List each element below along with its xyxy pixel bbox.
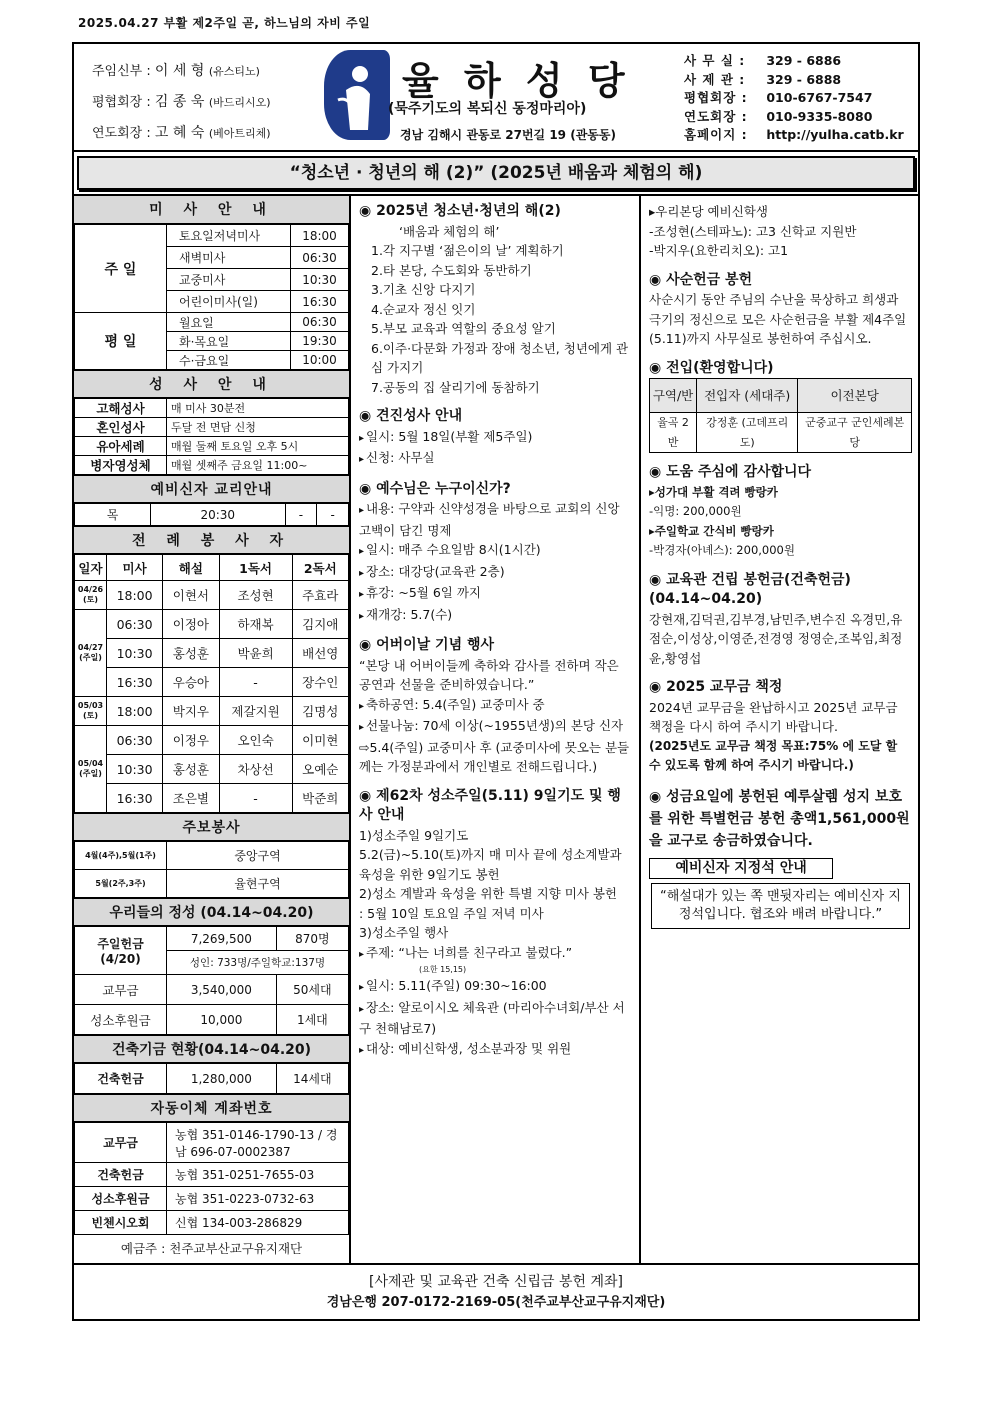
new-members-row: [650, 413, 912, 453]
catechumen-cell: -: [285, 504, 317, 526]
servers-header: 해설: [163, 555, 219, 581]
servers-cell: 박지우: [163, 697, 219, 726]
vocation-line: 2)성소 계발과 육성을 위한 특별 지향 미사 봉헌: [359, 886, 617, 901]
jerusalem-offering-text: ◉ 성금요일에 봉헌된 예루살렘 성지 보호를 위한 특별헌금 봉헌 총액1,561,000원을 교구로 송금하였습니다.: [649, 788, 910, 849]
sacrament-name: 고해성사: [75, 399, 167, 418]
servers-row: [75, 726, 349, 755]
servers-cell: 18:00: [107, 697, 163, 726]
mass-name: 화·목요일: [167, 332, 291, 351]
new-members-header-row: [650, 379, 912, 413]
sacrament-row: [75, 456, 349, 475]
bulletin-frame: [72, 42, 920, 1321]
contact-value: 329 - 6886: [762, 53, 842, 68]
offering-amount: 3,540,000: [167, 975, 277, 1005]
seminarian-line: ▸우리본당 예비신학생: [649, 204, 768, 219]
vocation-item: ▸ 주제: “나는 너희를 친구라고 불렀다.”: [359, 943, 631, 965]
bulletin-date: 2025.04.27 부활 제2주일 곧, 하느님의 자비 주일: [78, 16, 371, 30]
staff-name: 김 종 욱: [154, 94, 209, 110]
servers-row: [75, 581, 349, 610]
parents-day-note: ⇨5.4(주일) 교중미사 후 (교중미사에 못오는 분들께는 가정분과에서 개인별로 전해드립니다.): [359, 739, 630, 774]
who-is-jesus-item: ▸ 장소: 대강당(교육관 2층): [359, 562, 631, 584]
seminarian-line: -조성현(스테파노): 고3 신학교 지원반: [649, 223, 857, 239]
servers-date: 05/03 (토): [75, 697, 107, 726]
info-table: [649, 378, 912, 453]
section-youth-year-subtitle: ‘배움과 체험의 해’: [399, 223, 500, 239]
sunday-offering-breakdown: 성인: 733명/주일학교:137명: [167, 951, 349, 975]
servers-header: 미사: [107, 555, 163, 581]
sacrament-name: 유아세례: [75, 437, 167, 456]
who-is-jesus-item: ▸ 재개강: 5.7(수): [359, 605, 631, 627]
mass-row: [75, 225, 349, 247]
contact-row: [684, 71, 904, 90]
header-staff: [92, 56, 271, 149]
youth-year-item: 6.이주·다문화 가정과 장애 청소년, 청년에게 관심 가지기: [371, 340, 629, 375]
section-thanks-title: ◉ 도움 주심에 감사합니다: [649, 464, 812, 480]
dues-text: 2024년 교무금을 완납하시고 2025년 교무금 책정을 다시 하여 주시기 바랍니다.: [649, 699, 898, 734]
building-fund-row: [75, 1064, 349, 1094]
offering-count: 50세대: [276, 975, 348, 1005]
sunday-offering-label: 주일헌금 (4/20): [75, 927, 167, 975]
new-members-cell: 강정훈 (고데프리도): [697, 413, 798, 453]
account-number: 농협 351-0223-0732-63: [167, 1187, 349, 1211]
mass-time: 10:30: [291, 269, 349, 291]
contact-row: [684, 89, 904, 108]
church-name: 율 하 성 당: [402, 59, 631, 103]
parents-day-text: “본당 내 어버이들께 축하와 감사를 전하며 작은 공연과 선물을 준비하였습니다.”: [359, 657, 619, 692]
donation-account-footer: [74, 1263, 918, 1319]
contact-row: [684, 126, 904, 145]
servers-cell: 홍성훈: [163, 639, 219, 668]
servers-cell: 장수인: [292, 668, 348, 697]
thanks-line: ▸주일학교 간식비 빵랑카: [649, 523, 774, 538]
info-table: [74, 926, 349, 1035]
catechumen-cell: 20:30: [151, 504, 286, 526]
section-vocation-sunday-title: ◉ 제62차 성소주일(5.11) 9일기도 및 행사 안내: [359, 787, 621, 823]
servers-cell: 배선영: [292, 639, 348, 668]
auto-transfer-title: 자동이체 계좌번호: [74, 1094, 349, 1122]
sacrament-info: 매 미사 30분전: [167, 399, 349, 418]
mass-row: [75, 313, 349, 332]
bulletin-row: [75, 842, 349, 870]
offering-type: 교무금: [75, 975, 167, 1005]
offering-amount: 10,000: [167, 1005, 277, 1035]
footer-account: 경남은행 207-0172-2169-05(천주교부산교구유지재단): [326, 1295, 666, 1310]
servers-cell: 16:30: [107, 784, 163, 813]
staff-role: 평협회장 :: [92, 95, 155, 110]
seminarian-line: -박지우(요한리치오): 고1: [649, 243, 789, 258]
account-holder: 예금주 : 천주교부산교구유지재단: [120, 1241, 303, 1256]
account-number: 농협 351-0146-1790-13 / 경남 696-07-0002387: [167, 1123, 349, 1163]
servers-cell: 10:30: [107, 639, 163, 668]
contact-value: 010-6767-7547: [762, 90, 873, 105]
servers-row: [75, 697, 349, 726]
mass-time: 18:00: [291, 225, 349, 247]
liturgy-servers-title: 전 례 봉 사 자: [74, 526, 349, 554]
building-fund-amount: 1,280,000: [167, 1064, 277, 1094]
contact-label: 사 무 실 :: [684, 53, 746, 68]
servers-cell: 이정우: [163, 726, 219, 755]
new-members-header: 이전본당: [798, 379, 912, 413]
sacrament-row: [75, 437, 349, 456]
church-logo: [324, 50, 390, 140]
youth-year-item: 5.부모 교육과 역할의 중요성 알기: [371, 321, 556, 336]
sacrament-name: 혼인성사: [75, 418, 167, 437]
mass-name: 토요일저녁미사: [167, 225, 291, 247]
servers-cell: 차상선: [219, 755, 292, 784]
bulletin-district: 중앙구역: [167, 842, 349, 870]
contact-value: 010-9335-8080: [762, 108, 873, 124]
info-table: [74, 398, 349, 475]
youth-year-item: 4.순교자 정신 잇기: [371, 301, 476, 317]
sacrament-row: [75, 399, 349, 418]
bulletin-district: 율현구역: [167, 870, 349, 898]
section-lent-offering-title: ◉ 사순헌금 봉헌: [649, 271, 753, 288]
sacrament-info: 두달 전 면담 신청: [167, 418, 349, 437]
account-row: [75, 1123, 349, 1163]
info-table: [74, 224, 349, 370]
servers-cell: 조성현: [219, 581, 292, 610]
youth-year-item: 2.타 본당, 수도회와 동반하기: [371, 262, 532, 278]
church-block: [324, 50, 664, 146]
servers-date: 04/26 (토): [75, 581, 107, 610]
vocation-line: 5.2(금)~5.10(토)까지 매 미사 끝에 성소계발과 육성을 위한 9일기도 봉헌: [359, 847, 622, 882]
servers-cell: 제갈지원: [219, 697, 292, 726]
account-number: 농협 351-0251-7655-03: [167, 1163, 349, 1187]
account-number: 신협 134-003-286829: [167, 1211, 349, 1235]
thanks-line: -익명: 200,000원: [649, 504, 742, 518]
who-is-jesus-item: ▸ 내용: 구약과 신약성경을 바탕으로 교회의 신앙고백이 담긴 명제: [359, 499, 631, 540]
catechumen-cell: 목: [75, 504, 151, 526]
sacrament-row: [75, 418, 349, 437]
servers-header: 2독서: [292, 555, 348, 581]
servers-cell: 하재복: [219, 610, 292, 639]
contact-row: [684, 108, 904, 127]
section-dues-title: ◉ 2025 교무금 책정: [649, 679, 783, 695]
catechumen-seat-title: 예비신자 지정석 안내: [649, 858, 833, 880]
account-type: 빈첸시오회: [75, 1211, 167, 1235]
info-table: [74, 1063, 349, 1094]
servers-header: 일자: [75, 555, 107, 581]
bulletin-week: 5월(2주,3주): [75, 870, 167, 898]
main-body: [74, 194, 918, 1263]
account-type: 성소후원금: [75, 1187, 167, 1211]
servers-cell: 박준희: [292, 784, 348, 813]
dues-goal: (2025년도 교무금 책정 목표:75% 에 도달 할 수 있도록 함께 하여 주시기 바랍니다.): [649, 738, 898, 772]
contact-label: 사 제 관 :: [684, 71, 746, 87]
vocation-line: 1)성소주일 9일기도: [359, 827, 469, 843]
mass-name: 어린이미사(일): [167, 291, 291, 313]
church-subtitle: (묵주기도의 복되신 동정마리아): [388, 101, 587, 117]
servers-cell: 이미현: [292, 726, 348, 755]
servers-cell: 홍성훈: [163, 755, 219, 784]
new-members-header: 전입자 (세대주): [697, 379, 798, 413]
account-type: 교무금: [75, 1123, 167, 1163]
building-donors-list: 강현재,김덕권,김부경,남민주,변수진 옥경민,유점순,이성상,이영준,전경영 정영순,조복임,최정윤,황영섭: [649, 611, 903, 666]
vocation-line: 3)성소주일 행사: [359, 925, 449, 940]
servers-cell: 김지애: [292, 610, 348, 639]
sacrament-info: 매월 둘째 토요일 오후 5시: [167, 437, 349, 456]
mass-time: 06:30: [291, 247, 349, 269]
vocation-line: : 5월 10일 토요일 주일 저녁 미사: [359, 905, 544, 921]
staff-name: 고 혜 숙: [154, 125, 209, 141]
offering-count: 1세대: [276, 1005, 348, 1035]
right-column: [641, 196, 918, 1263]
servers-cell: 이정아: [163, 610, 219, 639]
servers-row: [75, 610, 349, 639]
vocation-item: ▸ 대상: 예비신학생, 성소분과장 및 위원: [359, 1039, 631, 1061]
who-is-jesus-item: ▸ 일시: 매주 수요일밤 8시(1시간): [359, 540, 631, 562]
servers-date: 04/27 (주일): [75, 610, 107, 697]
sunday-label: 주 일: [75, 225, 167, 313]
servers-cell: -: [219, 668, 292, 697]
mass-time: 16:30: [291, 291, 349, 313]
lent-offering-text: 사순시기 동안 주님의 수난을 묵상하고 희생과 극기의 정신으로 모은 사순헌금을 부활 제4주일(5.11)까지 사무실로 봉헌하여 주십시오.: [649, 292, 907, 346]
section-confirmation-title: ◉ 견진성사 안내: [359, 408, 463, 424]
servers-row: [75, 668, 349, 697]
servers-cell: 우승아: [163, 668, 219, 697]
left-column: [74, 196, 351, 1263]
youth-year-item: 3.기초 신앙 다지기: [371, 282, 476, 297]
offering-title: 우리들의 정성 (04.14~04.20): [74, 898, 349, 926]
contact-label: 홈페이지 :: [684, 127, 748, 142]
vocation-item: ▸ 일시: 5.11(주일) 09:30~16:00: [359, 976, 631, 998]
sacrament-name: 병자영성체: [75, 456, 167, 475]
contact-label: 연도회장 :: [684, 108, 748, 124]
contact-label: 평협회장 :: [684, 90, 748, 105]
servers-cell: -: [219, 784, 292, 813]
offering-row: [75, 1005, 349, 1035]
vocation-scripture-ref: (요한 15,15): [419, 965, 467, 974]
mass-time: 10:00: [291, 351, 349, 370]
mass-name: 월요일: [167, 313, 291, 332]
mass-guide-title: 미 사 안 내: [74, 196, 349, 224]
contact-row: [684, 52, 904, 71]
servers-cell: 이현서: [163, 581, 219, 610]
servers-row: [75, 755, 349, 784]
servers-cell: 06:30: [107, 726, 163, 755]
mass-name: 수·금요일: [167, 351, 291, 370]
offering-row: [75, 975, 349, 1005]
section-building-donors-title: ◉ 교육관 건립 봉헌금(건축헌금) (04.14~04.20): [649, 571, 851, 607]
servers-row: [75, 784, 349, 813]
info-table: [74, 1122, 349, 1235]
servers-cell: 16:30: [107, 668, 163, 697]
staff-name: 이 세 형: [154, 63, 209, 79]
section-new-members-title: ◉ 전입(환영합니다): [649, 359, 774, 376]
parents-day-item: ▸ 선물나눔: 70세 이상(~1955년생)의 본당 신자: [359, 716, 631, 738]
servers-cell: 오인숙: [219, 726, 292, 755]
catechumen-cell: -: [317, 504, 349, 526]
new-members-header: 구역/반: [650, 379, 697, 413]
servers-cell: 10:30: [107, 755, 163, 784]
account-type: 건축헌금: [75, 1163, 167, 1187]
staff-row: [92, 87, 271, 118]
catechumen-seat-text: “해설대가 있는 쪽 맨뒷자리는 예비신자 지정석입니다. 협조와 배려 바랍니다.”: [651, 883, 910, 929]
contact-info: [684, 52, 904, 145]
servers-cell: 조은별: [163, 784, 219, 813]
account-row: [75, 1163, 349, 1187]
thanks-line: -박경자(아녜스): 200,000원: [649, 543, 795, 557]
servers-cell: 06:30: [107, 610, 163, 639]
staff-row: [92, 118, 271, 149]
new-members-cell: 군중교구 군인세례본당: [798, 413, 912, 453]
staff-baptismal-name: (유스티노): [208, 65, 260, 78]
catechumen-row: [75, 504, 349, 526]
theme-banner: “청소년 · 청년의 해 (2)” (2025년 배움과 체험의 해): [77, 156, 915, 190]
parents-day-item: ▸ 축하공연: 5.4(주일) 교중미사 중: [359, 695, 631, 717]
youth-year-item: 7.공동의 집 살리기에 동참하기: [371, 379, 540, 395]
servers-cell: 박윤희: [219, 639, 292, 668]
servers-row: [75, 639, 349, 668]
footer-title: [사제관 및 교육관 건축 신립금 봉헌 계좌]: [368, 1274, 623, 1290]
mass-name: 교중미사: [167, 269, 291, 291]
servers-cell: 오예순: [292, 755, 348, 784]
sacrament-info: 매월 셋째주 금요일 11:00~: [167, 456, 349, 475]
building-fund-title: 건축기금 현황(04.14~04.20): [74, 1035, 349, 1063]
who-is-jesus-item: ▸ 휴강: ~5월 6일 까지: [359, 583, 631, 605]
servers-cell: 김명성: [292, 697, 348, 726]
info-table: [74, 554, 349, 813]
servers-cell: 주효라: [292, 581, 348, 610]
catechumen-title: 예비신자 교리안내: [74, 475, 349, 503]
staff-role: 연도회장 :: [92, 126, 155, 141]
servers-header: 1독서: [219, 555, 292, 581]
info-table: [74, 503, 349, 526]
servers-date: 05/04 (주일): [75, 726, 107, 813]
staff-baptismal-name: (바드리시오): [208, 96, 271, 109]
servers-cell: 18:00: [107, 581, 163, 610]
church-address: 경남 김해시 관동로 27번길 19 (관동동): [400, 128, 616, 142]
sunday-offering-count: 870명: [276, 927, 348, 951]
info-table: [74, 841, 349, 898]
youth-year-item: 1.각 지구별 ‘젊은이의 날’ 계획하기: [371, 243, 564, 258]
section-youth-year-title: ◉ 2025년 청소년·청년의 해(2): [359, 203, 561, 219]
section-parents-day-title: ◉ 어버이날 기념 행사: [359, 637, 495, 653]
mass-time: 19:30: [291, 332, 349, 351]
account-row: [75, 1211, 349, 1235]
offering-type: 성소후원금: [75, 1005, 167, 1035]
mass-time: 06:30: [291, 313, 349, 332]
bulletin-week: 4월(4주),5월(1주): [75, 842, 167, 870]
contact-value: 329 - 6888: [762, 71, 842, 87]
bulletin-row: [75, 870, 349, 898]
building-fund-type: 건축헌금: [75, 1064, 167, 1094]
sunday-offering-amount: 7,269,500: [167, 927, 277, 951]
new-members-cell: 율곡 2반: [650, 413, 697, 453]
vocation-item: ▸ 장소: 알로이시오 체육관 (마리아수녀회/부산 서구 천해남로7): [359, 998, 631, 1039]
section-who-is-jesus-title: ◉ 예수님은 누구이신가?: [359, 480, 511, 497]
staff-baptismal-name: (베아트리체): [208, 127, 271, 140]
thanks-line: ▸성가대 부활 격려 빵랑카: [649, 484, 778, 499]
mass-name: 새벽미사: [167, 247, 291, 269]
weekday-label: 평 일: [75, 313, 167, 370]
header: [74, 44, 918, 152]
account-row: [75, 1187, 349, 1211]
staff-role: 주임신부 :: [92, 64, 155, 79]
offering-row: [75, 927, 349, 951]
bulletin-service-title: 주보봉사: [74, 813, 349, 841]
staff-row: [92, 56, 271, 87]
confirmation-item: ▸ 신청: 사무실: [359, 448, 631, 470]
building-fund-count: 14세대: [276, 1064, 348, 1094]
confirmation-item: ▸ 일시: 5월 18일(부활 제5주일): [359, 427, 631, 449]
sacrament-title: 성 사 안 내: [74, 370, 349, 398]
middle-column: [351, 196, 641, 1263]
servers-header-row: [75, 555, 349, 581]
contact-value: http://yulha.catb.kr: [762, 127, 904, 142]
